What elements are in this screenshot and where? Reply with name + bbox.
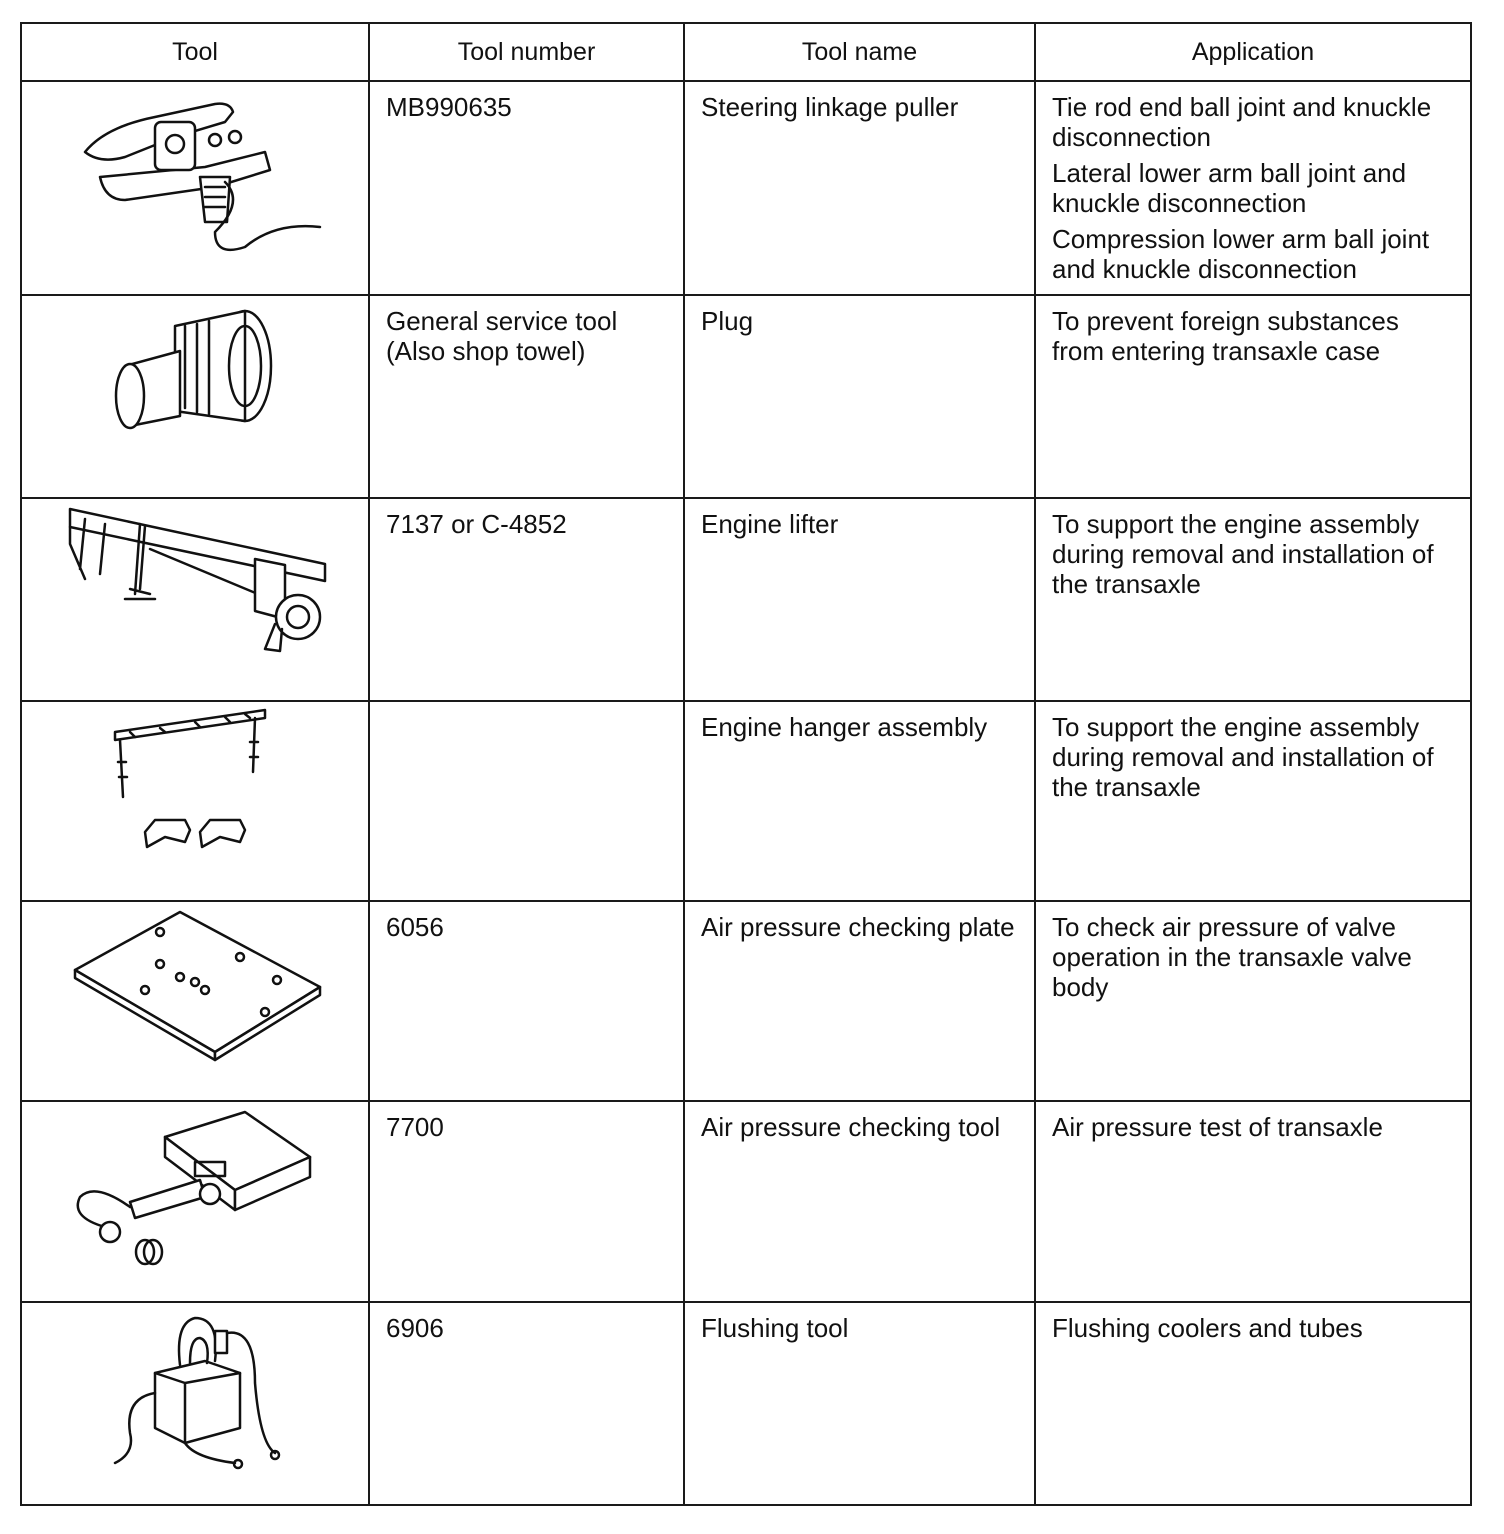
- table-row: [21, 498, 1471, 701]
- tool-number: MB990635: [386, 92, 512, 122]
- table-row: [21, 1101, 1471, 1301]
- tool-name-cell: [684, 295, 1035, 497]
- application-text: Lateral lower arm ball joint and knuckle disconnection: [1052, 158, 1407, 218]
- tool-number-cell: [369, 81, 684, 295]
- tool-number-cell: [369, 295, 684, 497]
- table-row: [21, 1302, 1471, 1505]
- table-row: [21, 81, 1471, 295]
- tool-name: Steering linkage puller: [701, 92, 959, 122]
- application-text: Compression lower arm ball joint and knuckle disconnection: [1052, 224, 1430, 284]
- application-cell: [1035, 901, 1471, 1101]
- header-application: Application: [1035, 23, 1471, 81]
- application-text: To prevent foreign substances from entering transaxle case: [1052, 306, 1399, 367]
- table-row: [21, 901, 1471, 1101]
- application-text: Air pressure test of transaxle: [1052, 1112, 1383, 1143]
- tool-name-cell: [684, 901, 1035, 1101]
- air-pressure-checking-plate-icon: [65, 902, 325, 1072]
- tool-number-cell: [369, 1302, 684, 1505]
- header-tool-name: Tool name: [684, 23, 1035, 81]
- table-row: [21, 295, 1471, 497]
- tool-name: Flushing tool: [701, 1312, 849, 1343]
- application-cell: [1035, 1101, 1471, 1301]
- tool-name-cell: [684, 81, 1035, 295]
- engine-lifter-icon: [50, 499, 340, 659]
- application-text: To support the engine assembly during removal and installation of the transaxle: [1052, 508, 1434, 599]
- special-tools-table: [20, 22, 1472, 1506]
- steering-linkage-puller-icon: [65, 82, 325, 262]
- tool-image-cell: [21, 701, 369, 901]
- tool-image-cell: [21, 498, 369, 701]
- application-cell: [1035, 1302, 1471, 1505]
- tool-name: Plug: [701, 306, 754, 337]
- tool-number: 6906: [386, 1312, 444, 1343]
- engine-hanger-assembly-icon: [105, 702, 285, 862]
- tool-image-cell: [21, 1101, 369, 1301]
- tool-number-cell: [369, 498, 684, 701]
- tool-name: Air pressure checking plate: [701, 912, 1015, 943]
- header-tool-number: Tool number: [369, 23, 684, 81]
- plug-icon: [105, 296, 285, 466]
- application-cell: [1035, 498, 1471, 701]
- application-text: Flushing coolers and tubes: [1052, 1312, 1363, 1343]
- header-row: [21, 23, 1471, 81]
- tool-image-cell: [21, 81, 369, 295]
- tool-name: Engine lifter: [701, 508, 839, 539]
- tool-name: Air pressure checking tool: [701, 1112, 1001, 1143]
- tool-number: 7700: [386, 1112, 444, 1143]
- application-cell: [1035, 701, 1471, 901]
- tool-number-cell: [369, 901, 684, 1101]
- tool-number: [370, 702, 683, 712]
- tool-name-cell: [684, 1302, 1035, 1505]
- application-cell: [1035, 295, 1471, 497]
- tool-image-cell: [21, 901, 369, 1101]
- tool-number: 6056: [386, 912, 444, 943]
- flushing-tool-icon: [95, 1303, 295, 1473]
- tool-number-cell: [369, 1101, 684, 1301]
- application-text: Tie rod end ball joint and knuckle disconnection: [1052, 92, 1432, 152]
- application-text: To check air pressure of valve operation in the transaxle valve body: [1052, 912, 1412, 1003]
- tool-number: General service tool (Also shop towel): [386, 306, 618, 367]
- tool-number: 7137 or C-4852: [386, 508, 567, 539]
- header-tool: Tool: [21, 23, 369, 81]
- tool-image-cell: [21, 295, 369, 497]
- tool-name-cell: [684, 1101, 1035, 1301]
- air-pressure-checking-tool-icon: [65, 1102, 325, 1272]
- table-row: [21, 701, 1471, 901]
- application-text: To support the engine assembly during removal and installation of the transaxle: [1052, 711, 1434, 802]
- tool-name-cell: [684, 498, 1035, 701]
- tool-name: Engine hanger assembly: [701, 711, 988, 742]
- tool-number-cell: [369, 701, 684, 901]
- tool-image-cell: [21, 1302, 369, 1505]
- tool-name-cell: [684, 701, 1035, 901]
- application-cell: [1035, 81, 1471, 295]
